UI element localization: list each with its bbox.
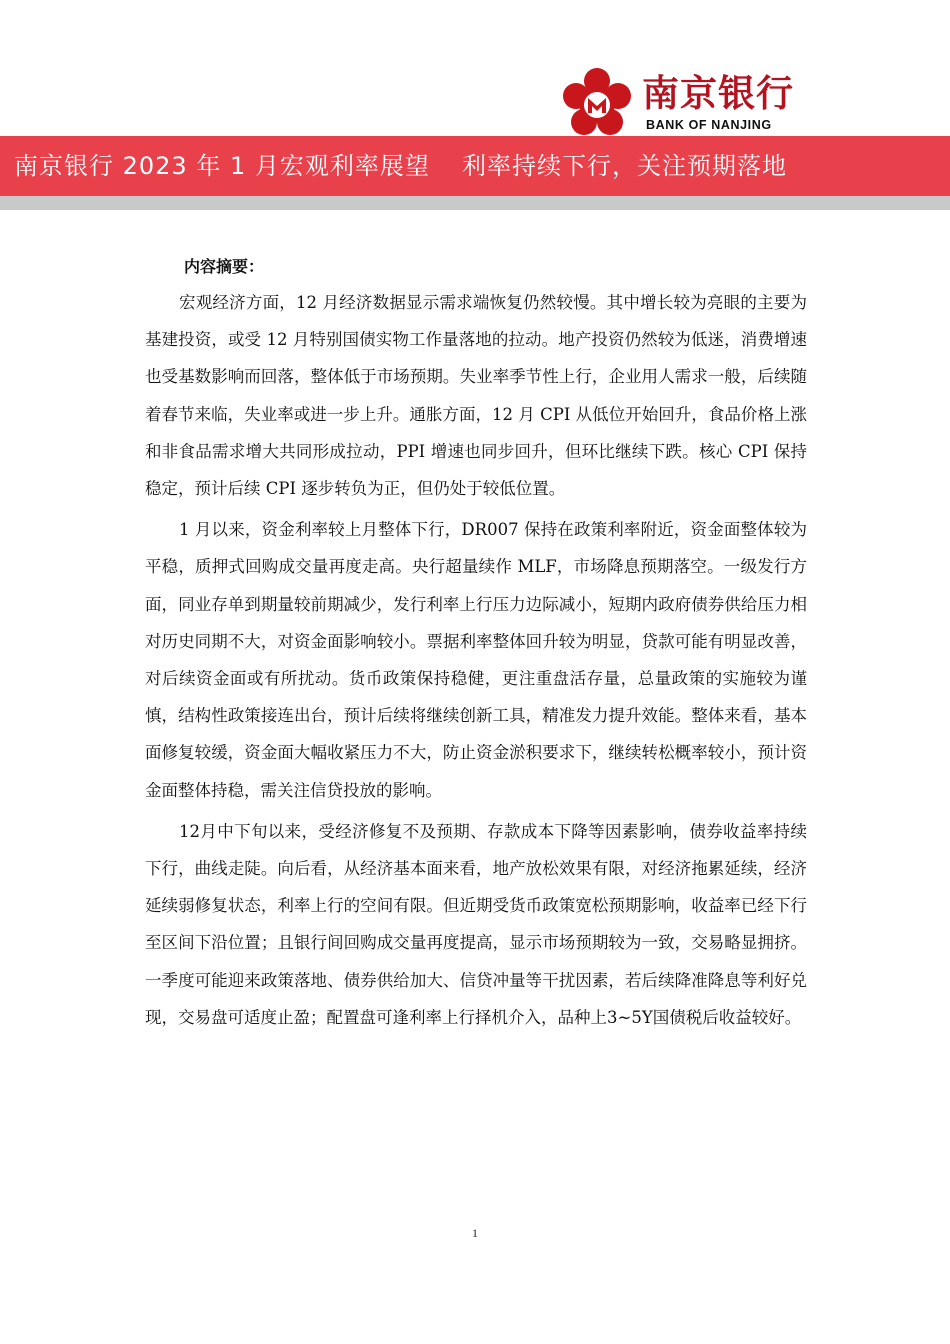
- report-headline: 利率持续下行，关注预期落地: [462, 152, 787, 180]
- summary-heading: 内容摘要：: [184, 257, 265, 276]
- banner-divider: [0, 196, 950, 210]
- report-title: 南京银行 2023 年 1 月宏观利率展望: [14, 152, 430, 180]
- title-banner: [0, 136, 950, 196]
- summary-paragraph-bonds: 12月中下旬以来，受经济修复不及预期、存款成本下降等因素影响，债券收益率持续下行，曲线走陡。向后看，从经济基本面来看，地产放松效果有限，对经济拖累延续，经济延续弱修复状态，利率上行的空间有限。但近期受货币政策宽松预期影响，收益率已经下行至区间下沿位置；且银行间回购成交量再度提高，显示市场预期较为一致，交易略显拥挤。一季度可能迎来政策落地、债券供给加大、信贷冲量等干扰因素，若后续降准降息等利好兑现，交易盘可适度止盈；配置盘可逢利率上行择机介入，品种上3~5Y国债税后收益较好。: [145, 821, 807, 1027]
- logo-name-cn: 南京银行: [642, 72, 794, 115]
- logo-name-en: BANK OF NANJING: [646, 118, 772, 132]
- summary-paragraph-liquidity: 1 月以来，资金利率较上月整体下行，DR007 保持在政策利率附近，资金面整体较为平稳，质押式回购成交量再度走高。央行超量续作 MLF，市场降息预期落空。一级发行方面，同业存单到期量较前期减少，发行利率上行压力边际减小，短期内政府债券供给压力相对历史同期不大，对资金面影响较小。票据利率整体回升较为明显，贷款可能有明显改善，对后续资金面或有所扰动。货币政策保持稳健，更注重盘活存量，总量政策的实施较为谨慎，结构性政策接连出台，预计后续将继续创新工具，精准发力提升效能。整体来看，基本面修复较缓，资金面大幅收紧压力不大，防止资金淤积要求下，继续转松概率较小，预计资金面整体持稳，需关注信贷投放的影响。: [145, 520, 807, 800]
- bank-logo: [562, 68, 812, 138]
- summary-section: [145, 250, 807, 1040]
- bank-of-nanjing-logo-icon: [562, 68, 632, 138]
- page-number: 1: [472, 1226, 478, 1240]
- summary-paragraph-macro: 宏观经济方面，12 月经济数据显示需求端恢复仍然较慢。其中增长较为亮眼的主要为基建投资，或受 12 月特别国债实物工作量落地的拉动。地产投资仍然较为低迷，消费增速也受基数影响而回落，整体低于市场预期。失业率季节性上行，企业用人需求一般，后续随着春节来临，失业率或进一步上升。通胀方面，12 月 CPI 从低位开始回升，食品价格上涨和非食品需求增大共同形成拉动，PPI 增速也同步回升，但环比继续下跌。核心 CPI 保持稳定，预计后续 CPI 逐步转负为正，但仍处于较低位置。: [145, 293, 807, 499]
